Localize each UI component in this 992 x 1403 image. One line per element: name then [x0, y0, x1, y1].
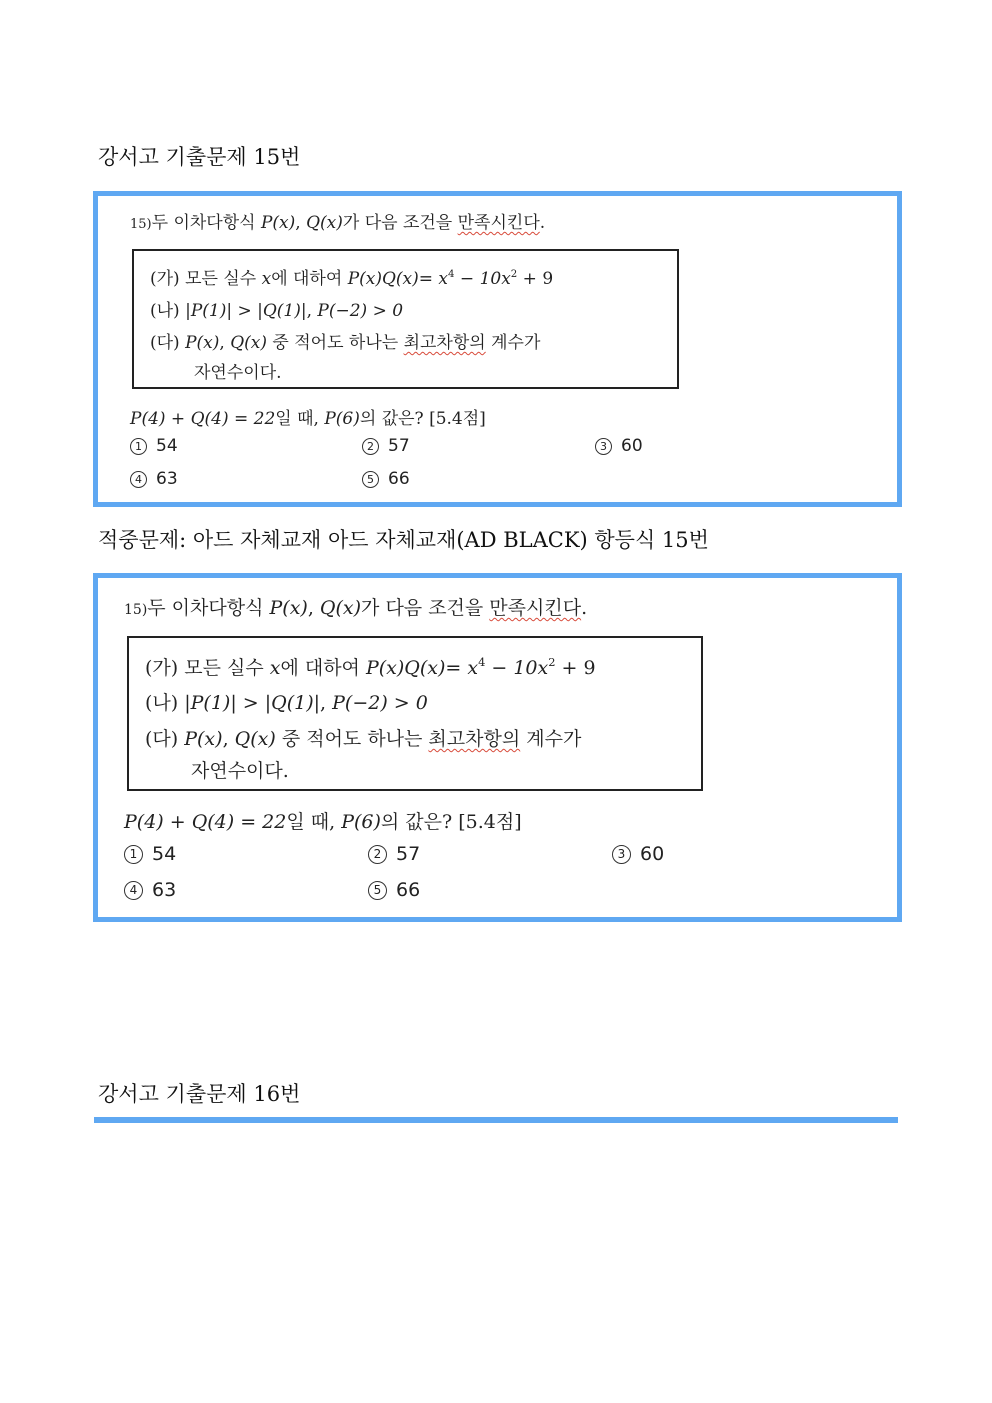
cond-label-ga: (가) — [150, 269, 186, 289]
circled-number-icon: 1 — [130, 438, 147, 455]
cond-mid: − 10x — [485, 657, 549, 679]
choice-3 — [595, 436, 643, 456]
problem-target — [124, 593, 894, 913]
cond-text-3: 중 적어도 하나는 — [275, 728, 429, 750]
cond-abs: |P(1)| > |Q(1)| — [185, 301, 307, 321]
cond-wavy-word: 최고차항의 — [428, 728, 521, 750]
choice-value: 54 — [152, 843, 177, 865]
choice-value: 57 — [396, 843, 421, 865]
cond-sep-2: , — [222, 728, 235, 750]
cond-lhs: P(x)Q(x) — [365, 657, 446, 679]
cond-text: 모든 실수 — [185, 269, 262, 289]
problem-number: 15) — [124, 602, 148, 618]
question-math: P(4) + Q(4) = 22 — [124, 811, 287, 833]
choice-2 — [362, 436, 410, 456]
choice-value: 66 — [396, 879, 421, 901]
cond-px: P(x) — [184, 728, 223, 750]
heading-target-problem: 적중문제: 아드 자체교재 아드 자체교재(AD BLACK) 항등식 15번 — [98, 528, 709, 552]
problem-stem — [130, 208, 545, 233]
heading-kangseo-16: 강서고 기출문제 16번 — [98, 1082, 301, 1106]
question-text-2: 의 값은? [5.4점] — [359, 409, 486, 429]
cond-text: 모든 실수 — [184, 657, 270, 679]
stem-px: P(x) — [269, 597, 308, 619]
cond-sep: , — [320, 692, 333, 714]
circled-number-icon: 4 — [124, 881, 143, 900]
cond-p-neg2: P(−2) > 0 — [317, 301, 404, 321]
cond-label-na: (나) — [150, 301, 186, 321]
question-text: 일 때, — [275, 409, 325, 429]
circled-number-icon: 2 — [362, 438, 379, 455]
stem-wavy-word: 만족시킨다 — [457, 213, 540, 233]
question-text-2: 의 값은? [5.4점] — [380, 811, 522, 833]
choice-4 — [130, 469, 178, 489]
stem-comma: , — [295, 213, 307, 233]
cond-end: + 9 — [555, 657, 596, 679]
choice-value: 63 — [156, 469, 178, 489]
circled-number-icon: 3 — [612, 845, 631, 864]
cond-exp-2: 2 — [510, 268, 518, 280]
choice-5 — [362, 469, 410, 489]
problem-box-target — [93, 573, 902, 922]
stem-wavy-word: 만족시킨다 — [489, 597, 582, 619]
cond-text-4: 계수가 — [520, 728, 582, 750]
stem-qx: Q(x) — [319, 597, 362, 619]
condition-da — [145, 724, 581, 751]
condition-da-continued: 자연수이다. — [194, 363, 282, 383]
cond-mid: − 10x — [454, 269, 511, 289]
cond-exp-4: 4 — [478, 655, 486, 670]
choice-value: 54 — [156, 436, 178, 456]
question-p6: P(6) — [324, 409, 360, 429]
stem-text-2: 가 다음 조건을 — [342, 213, 458, 233]
choice-value: 63 — [152, 879, 177, 901]
stem-text-2: 가 다음 조건을 — [361, 597, 490, 619]
stem-comma: , — [307, 597, 320, 619]
choice-2 — [368, 843, 420, 865]
cond-wavy-word: 최고차항의 — [403, 333, 486, 353]
circled-number-icon: 3 — [595, 438, 612, 455]
question-p6: P(6) — [341, 811, 381, 833]
cond-lhs: P(x)Q(x) — [347, 269, 419, 289]
choice-3 — [612, 843, 664, 865]
cond-label-ga: (가) — [145, 657, 185, 679]
cond-qx: Q(x) — [230, 333, 267, 353]
circled-number-icon: 5 — [362, 471, 379, 488]
cond-p-neg2: P(−2) > 0 — [332, 692, 428, 714]
choice-value: 66 — [388, 469, 410, 489]
cond-exp-4: 4 — [448, 268, 455, 280]
cond-var-x: x — [269, 657, 281, 679]
cond-abs: |P(1)| > |Q(1)| — [184, 692, 321, 714]
stem-period: . — [539, 213, 546, 233]
condition-da-continued: 자연수이다. — [191, 760, 289, 782]
heading-kangseo-15: 강서고 기출문제 15번 — [98, 145, 301, 169]
cond-label-na: (나) — [145, 692, 185, 714]
cond-exp-2: 2 — [548, 655, 556, 670]
problem-original — [130, 208, 890, 498]
question-line — [130, 404, 486, 429]
condition-da — [150, 328, 540, 353]
circled-number-icon: 2 — [368, 845, 387, 864]
cond-text-3: 중 적어도 하나는 — [267, 333, 404, 353]
stem-px: P(x) — [260, 213, 296, 233]
condition-na — [145, 688, 428, 715]
cond-text-2: 에 대하여 — [271, 269, 348, 289]
choice-value: 57 — [388, 436, 410, 456]
stem-period: . — [581, 597, 588, 619]
cond-qx: Q(x) — [234, 728, 276, 750]
choice-5 — [368, 879, 420, 901]
cond-label-da: (다) — [150, 333, 186, 353]
problem-stem — [124, 593, 587, 620]
cond-label-da: (다) — [145, 728, 185, 750]
cond-text-2: 에 대하여 — [280, 657, 366, 679]
question-line — [124, 807, 522, 834]
cond-px: P(x) — [185, 333, 220, 353]
divider-rule — [94, 1117, 898, 1123]
circled-number-icon: 5 — [368, 881, 387, 900]
choice-1 — [124, 843, 176, 865]
problem-box-original — [93, 191, 902, 507]
cond-eq: = x — [445, 657, 479, 679]
condition-box — [132, 249, 679, 389]
stem-text: 두 이차다항식 — [147, 597, 270, 619]
cond-end: + 9 — [517, 269, 554, 289]
cond-sep: , — [306, 301, 318, 321]
cond-eq: = x — [418, 269, 449, 289]
stem-qx: Q(x) — [306, 213, 343, 233]
question-text: 일 때, — [286, 811, 342, 833]
problem-number: 15) — [130, 217, 152, 232]
condition-na — [150, 296, 403, 321]
cond-var-x: x — [261, 269, 272, 289]
choice-4 — [124, 879, 176, 901]
choice-value: 60 — [621, 436, 643, 456]
choice-1 — [130, 436, 178, 456]
condition-box — [127, 636, 703, 791]
question-math: P(4) + Q(4) = 22 — [130, 409, 276, 429]
circled-number-icon: 1 — [124, 845, 143, 864]
circled-number-icon: 4 — [130, 471, 147, 488]
condition-ga — [145, 653, 596, 680]
choice-value: 60 — [640, 843, 665, 865]
cond-sep-2: , — [219, 333, 231, 353]
stem-text: 두 이차다항식 — [151, 213, 261, 233]
cond-text-4: 계수가 — [485, 333, 541, 353]
condition-ga — [150, 264, 553, 289]
